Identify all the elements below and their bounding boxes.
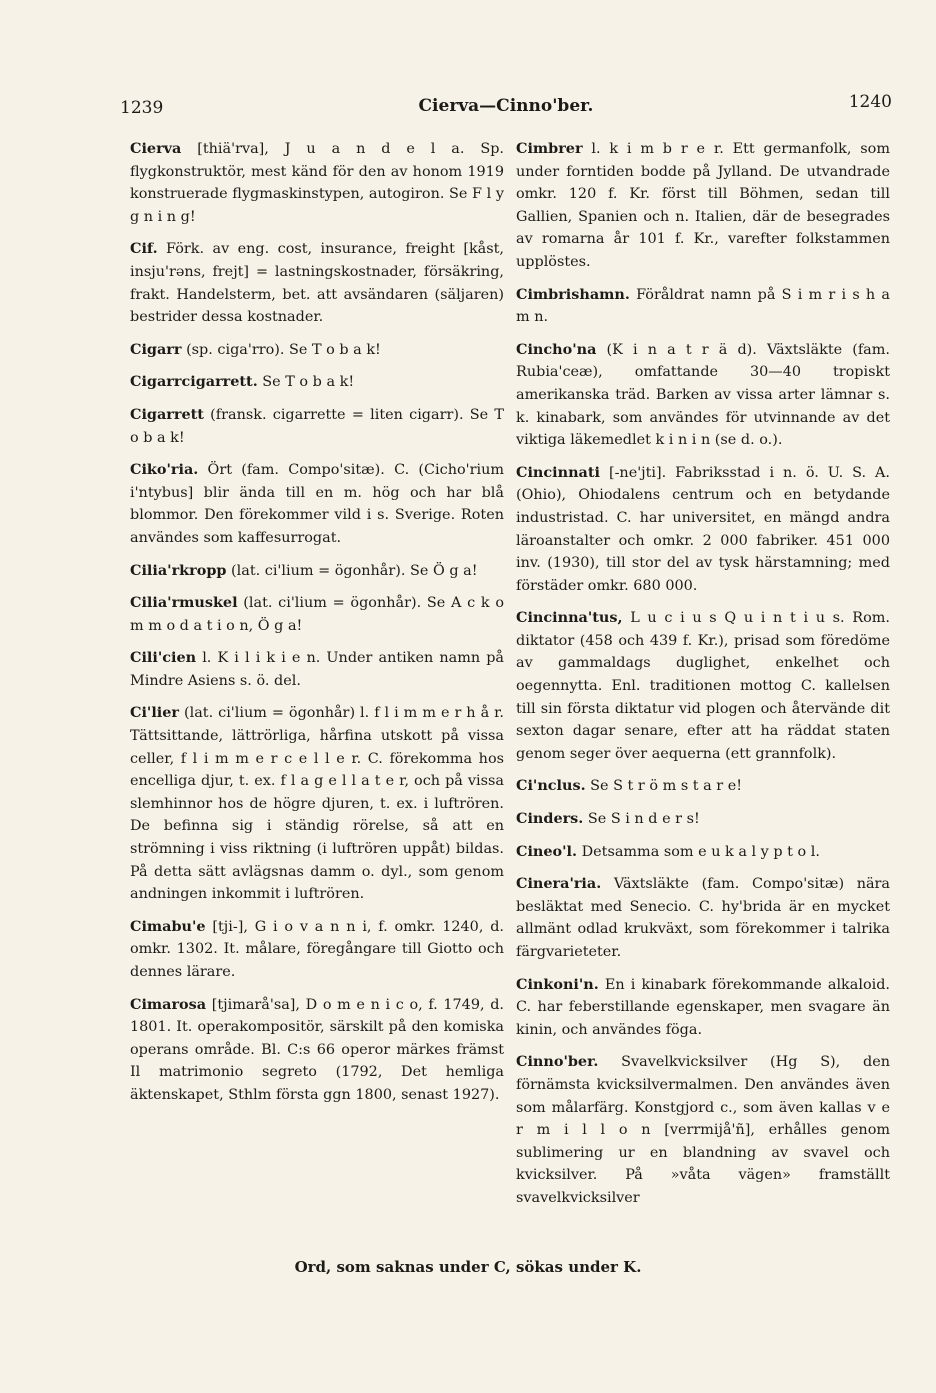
entry-text: (lat. ci'lium = ögonhår) l. f l i m m e r h å r. Tättsittande, lättrörliga, hårfina utskott på vissa celler, f l i m m e r c e l l e r. C. förekomma hos encelliga djur, t. ex. f l a g e l l a t e r, och på vissa slemhinnor hos de högre djuren, t. ex. i luftrören. De befinna sig i ständig rörelse, så att en strömning i viss riktning (i luftrören uppåt) bildas. På detta sätt avlägsnas damm o. dyl., som genom andningen inkommit i luftrören. bbox=[130, 705, 504, 903]
headword: Cinera'ria. bbox=[516, 875, 602, 893]
footer-note: Ord, som saknas under C, sökas under K. bbox=[294, 1258, 642, 1276]
headword: Ciko'ria. bbox=[130, 461, 199, 479]
headword: Cimbrer bbox=[516, 140, 583, 157]
headword: Cigarrcigarrett. bbox=[130, 373, 258, 391]
left-column bbox=[130, 138, 504, 1117]
entry-cilicien bbox=[130, 647, 504, 692]
headword: Cili'cien bbox=[130, 649, 197, 667]
entry-text: Föråldrat namn på S i m r i s h a m n. bbox=[516, 286, 890, 326]
entry-text: (lat. ci'lium = ögonhår). Se A c k o m m o d a t i o n, Ö g a! bbox=[130, 595, 504, 634]
entry-cilier bbox=[130, 702, 504, 905]
running-head: Cierva—Cinno'ber. bbox=[418, 96, 594, 116]
entry-cigarrett bbox=[130, 404, 504, 449]
entry-text: [tjimarå'sa], D o m e n i c o, f. 1749, d. 1801. It. operakompositör, särskilt på den komiska operans område. Bl. C:s 66 operor märkes främst Il matrimonio segreto (1792, Det hemliga äktenskapet, Sthlm första ggn 1800, senast 1927). bbox=[130, 996, 504, 1103]
headword: Cinders. bbox=[516, 810, 584, 828]
headword: Cimarosa bbox=[130, 995, 207, 1013]
entry-text: Se T o b a k! bbox=[262, 374, 355, 391]
entry-text: Se S i n d e r s! bbox=[587, 811, 700, 828]
entry-cierva bbox=[130, 138, 504, 228]
entry-cimbrer bbox=[516, 138, 890, 274]
headword: Cimabu'e bbox=[130, 917, 206, 935]
entry-cif bbox=[130, 238, 504, 328]
page-number-right: 1240 bbox=[848, 92, 892, 112]
entry-text: l. K i l i k i e n. Under antiken namn på Mindre Asiens s. ö. del. bbox=[130, 650, 504, 689]
entry-text: Detsamma som e u k a l y p t o l. bbox=[581, 843, 820, 860]
headword: Cinno'ber. bbox=[516, 1053, 599, 1071]
entry-text: [thiä'rva], J u a n d e l a. Sp. flygkonstruktör, mest känd för den av honom 1919 konstruerade flygmaskinstypen, autogiron. Se F l y g n i n g! bbox=[130, 141, 504, 225]
entry-text: [-ne'jti]. Fabriksstad i n. ö. U. S. A. (Ohio), Ohiodalens centrum och en betydande industristad. C. har universitet, en mängd andra läroanstalter och omkr. 2 000 fabriker. 451 000 inv. (1930), till stor del av tysk härstamning; med förstäder omkr. 680 000. bbox=[516, 464, 890, 594]
headword: Cincho'na bbox=[516, 340, 597, 358]
entry-cigarr bbox=[130, 339, 504, 362]
entry-text: En i kinabark förekommande alkaloid. C. har feberstillande egenskaper, men svagare än kinin, och användes föga. bbox=[516, 976, 890, 1038]
headword: Cinkoni'n. bbox=[516, 975, 599, 993]
entry-cimbrishamn bbox=[516, 284, 890, 329]
entry-cinkonin bbox=[516, 974, 890, 1042]
entry-text: (lat. ci'lium = ögonhår). Se Ö g a! bbox=[231, 562, 478, 579]
page-number-left: 1239 bbox=[120, 98, 164, 118]
entry-text: L u c i u s Q u i n t i u s. Rom. diktator (458 och 439 f. Kr.), prisad som föredöme av gammaldags duglighet, enkelhet och oegennytta. Enl. traditionen mottog C. kallelsen till sin första diktatur vid plogen och återvände dit sexton dagar senare, efter att ha räddat staten genom seger över aequerna (ett grannfolk). bbox=[516, 610, 891, 762]
entry-text: Förk. av eng. cost, insurance, freight [kåst, insju'rəns, frejt] = lastningskostnader, försäkring, frakt. Handelsterm, bet. att avsändaren (säljaren) bestrider dessa kostnader. bbox=[130, 241, 505, 326]
headword: Cincinnati bbox=[516, 463, 600, 481]
headword: Cilia'rkropp bbox=[130, 561, 227, 579]
entry-text: Se S t r ö m s t a r e! bbox=[590, 778, 743, 795]
entry-cinders bbox=[516, 808, 890, 831]
headword: Cigarrett bbox=[130, 405, 204, 423]
entry-cineol bbox=[516, 841, 890, 864]
headword: Cineo'l. bbox=[516, 842, 578, 860]
headword: Cincinna'tus, bbox=[516, 609, 623, 627]
entry-ciliarmuskel bbox=[130, 592, 504, 637]
entry-cinnober bbox=[516, 1051, 890, 1209]
entry-text: [tji-], G i o v a n n i, f. omkr. 1240, d. omkr. 1302. It. målare, föregångare till Giotto och dennes lärare. bbox=[130, 918, 504, 980]
headword: Cimbrishamn. bbox=[516, 285, 630, 303]
entry-text: (fransk. cigarrette = liten cigarr). Se T o b a k! bbox=[130, 406, 504, 446]
entry-cincinnati bbox=[516, 462, 890, 598]
entry-text: Ört (fam. Compo'sitæ). C. (Cicho'rium i'ntybus] blir ända till en m. hög och har blå blommor. Den förekommer vild i s. Sverige. Roten användes som kaffesurrogat. bbox=[130, 462, 504, 546]
headword: Ci'lier bbox=[130, 704, 179, 722]
entry-cimabue bbox=[130, 916, 504, 984]
entry-cinchona bbox=[516, 339, 890, 452]
entry-cinclus bbox=[516, 775, 890, 798]
entry-ciliarkropp bbox=[130, 560, 504, 583]
headword: Cilia'rmuskel bbox=[130, 594, 238, 612]
entry-text: (sp. ciga'rro). Se T o b a k! bbox=[186, 341, 381, 358]
headword: Cierva bbox=[130, 140, 182, 157]
right-column bbox=[516, 138, 890, 1220]
headword: Cigarr bbox=[130, 340, 182, 358]
entry-cikoria bbox=[130, 459, 504, 549]
headword: Ci'nclus. bbox=[516, 777, 586, 795]
page-header bbox=[120, 92, 892, 126]
entry-cigarrcigarrett bbox=[130, 371, 504, 394]
entry-text: Växtsläkte (fam. Compo'sitæ) nära besläktat med Senecio. C. hy'brida är en mycket allmänt odlad krukväxt, som förekommer i talrika färgvarieteter. bbox=[516, 876, 890, 960]
entry-cimarosa bbox=[130, 994, 504, 1107]
entry-text: l. k i m b r e r. Ett germanfolk, som under forntiden bodde på Jylland. De utvandrade omkr. 120 f. Kr. först till Böhmen, sedan till Gallien, Spanien och n. Italien, där de besegrades av romarna år 101 f. Kr., varefter folkstammen upplöstes. bbox=[516, 141, 890, 270]
entry-cineraria bbox=[516, 873, 890, 963]
entry-cincinnatus bbox=[516, 607, 890, 765]
entry-text: Svavelkvicksilver (Hg S), den förnämsta kvicksilvermalmen. Den användes även som målarfärg. Konstgjord c., som även kallas v e r m i l l o n [verrmijå'ñ], erhålles genom sublimering ur en blandning av svavel och kvicksilver. På »våta vägen» framställt svavelkvicksilver bbox=[516, 1054, 891, 1206]
headword: Cif. bbox=[130, 240, 158, 258]
entry-text: (K i n a t r ä d). Växtsläkte (fam. Rubia'ceæ), omfattande 30—40 tropiskt amerikanska träd. Barken av vissa arter lämnar s. k. kinabark, som användes för utvinnande av det viktiga läkemedlet k i n i n (se d. o.). bbox=[516, 341, 890, 449]
